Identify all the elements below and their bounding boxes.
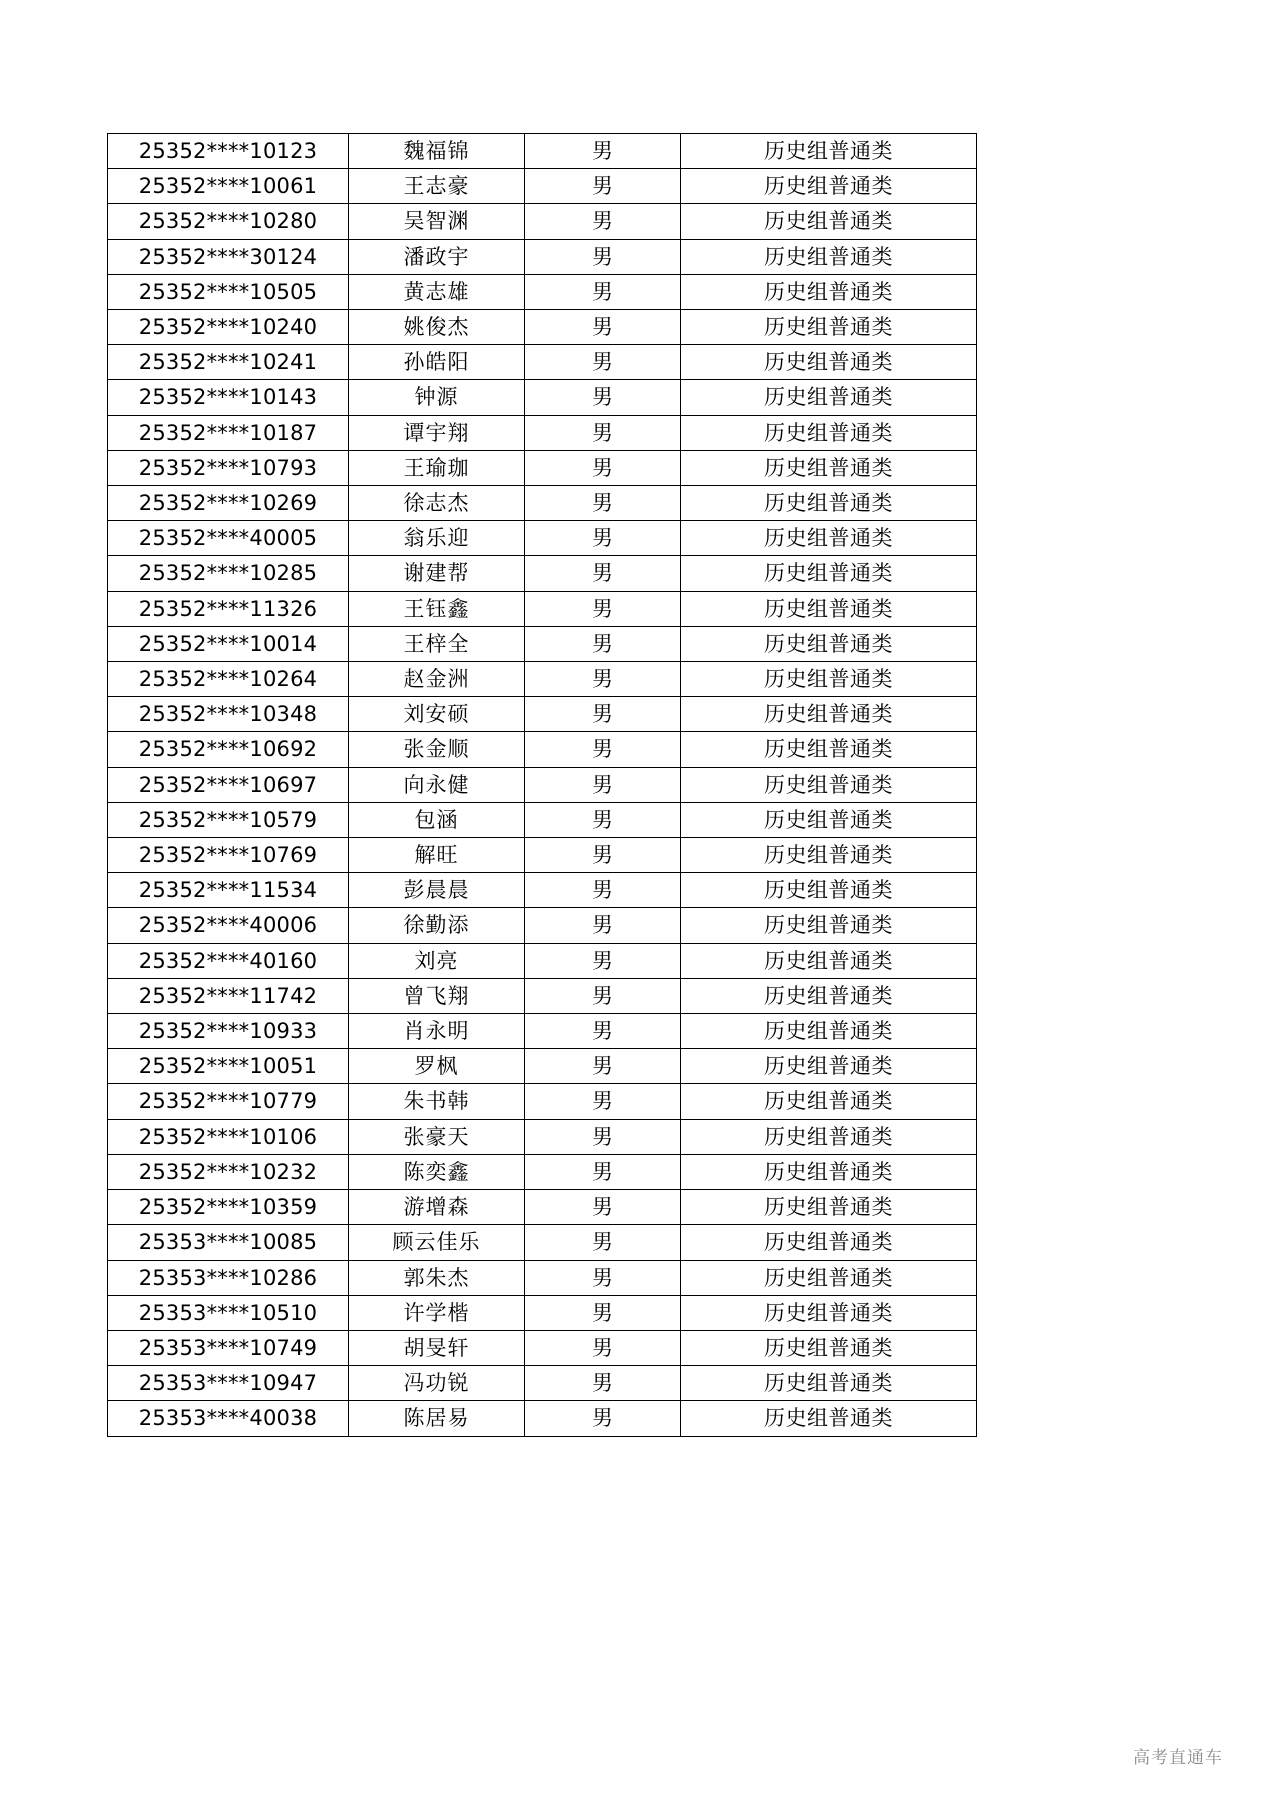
table-row bbox=[108, 838, 977, 873]
candidate-id-cell: 25352****10769 bbox=[108, 838, 349, 873]
candidate-gender-cell: 男 bbox=[525, 626, 681, 661]
candidate-id-cell: 25352****10505 bbox=[108, 274, 349, 309]
table-row bbox=[108, 591, 977, 626]
table-row bbox=[108, 662, 977, 697]
candidate-name-cell: 罗枫 bbox=[349, 1049, 525, 1084]
candidate-category-cell: 历史组普通类 bbox=[681, 380, 977, 415]
candidate-category-cell: 历史组普通类 bbox=[681, 345, 977, 380]
candidate-name-cell: 张豪天 bbox=[349, 1119, 525, 1154]
candidate-category-cell: 历史组普通类 bbox=[681, 134, 977, 169]
candidate-name-cell: 魏福锦 bbox=[349, 134, 525, 169]
table-row bbox=[108, 626, 977, 661]
candidate-id-cell: 25352****10779 bbox=[108, 1084, 349, 1119]
candidate-name-cell: 黄志雄 bbox=[349, 274, 525, 309]
candidate-gender-cell: 男 bbox=[525, 591, 681, 626]
candidate-name-cell: 肖永明 bbox=[349, 1014, 525, 1049]
table-row bbox=[108, 908, 977, 943]
candidate-id-cell: 25352****10348 bbox=[108, 697, 349, 732]
candidate-category-cell: 历史组普通类 bbox=[681, 1366, 977, 1401]
candidate-name-cell: 王瑜珈 bbox=[349, 450, 525, 485]
candidate-name-cell: 翁乐迎 bbox=[349, 521, 525, 556]
candidate-name-cell: 刘安硕 bbox=[349, 697, 525, 732]
candidate-id-cell: 25352****40006 bbox=[108, 908, 349, 943]
table-row bbox=[108, 134, 977, 169]
table-row bbox=[108, 1154, 977, 1189]
candidate-name-cell: 向永健 bbox=[349, 767, 525, 802]
candidate-category-cell: 历史组普通类 bbox=[681, 908, 977, 943]
table-row bbox=[108, 486, 977, 521]
watermark-label: 高考直通车 bbox=[1133, 1748, 1223, 1768]
table-row bbox=[108, 732, 977, 767]
table-row bbox=[108, 204, 977, 239]
candidate-gender-cell: 男 bbox=[525, 908, 681, 943]
candidate-category-cell: 历史组普通类 bbox=[681, 626, 977, 661]
candidate-category-cell: 历史组普通类 bbox=[681, 1190, 977, 1225]
candidate-gender-cell: 男 bbox=[525, 1190, 681, 1225]
candidate-category-cell: 历史组普通类 bbox=[681, 943, 977, 978]
table-row bbox=[108, 978, 977, 1013]
candidate-id-cell: 25353****40038 bbox=[108, 1401, 349, 1436]
candidate-name-cell: 陈居易 bbox=[349, 1401, 525, 1436]
candidate-category-cell: 历史组普通类 bbox=[681, 1330, 977, 1365]
candidate-name-cell: 姚俊杰 bbox=[349, 310, 525, 345]
candidate-category-cell: 历史组普通类 bbox=[681, 697, 977, 732]
candidate-id-cell: 25352****11534 bbox=[108, 873, 349, 908]
candidate-category-cell: 历史组普通类 bbox=[681, 521, 977, 556]
candidate-name-cell: 解旺 bbox=[349, 838, 525, 873]
table-row bbox=[108, 1330, 977, 1365]
candidate-gender-cell: 男 bbox=[525, 556, 681, 591]
candidate-gender-cell: 男 bbox=[525, 1295, 681, 1330]
candidate-name-cell: 钟源 bbox=[349, 380, 525, 415]
candidate-id-cell: 25353****10749 bbox=[108, 1330, 349, 1365]
candidate-id-cell: 25352****10359 bbox=[108, 1190, 349, 1225]
candidate-id-cell: 25352****10123 bbox=[108, 134, 349, 169]
candidate-category-cell: 历史组普通类 bbox=[681, 239, 977, 274]
candidate-name-cell: 孙皓阳 bbox=[349, 345, 525, 380]
candidate-category-cell: 历史组普通类 bbox=[681, 204, 977, 239]
candidate-category-cell: 历史组普通类 bbox=[681, 1154, 977, 1189]
candidate-id-cell: 25352****10692 bbox=[108, 732, 349, 767]
candidate-name-cell: 游增森 bbox=[349, 1190, 525, 1225]
candidate-name-cell: 胡旻轩 bbox=[349, 1330, 525, 1365]
candidate-category-cell: 历史组普通类 bbox=[681, 310, 977, 345]
candidate-name-cell: 包涵 bbox=[349, 802, 525, 837]
candidate-id-cell: 25352****10264 bbox=[108, 662, 349, 697]
candidate-gender-cell: 男 bbox=[525, 1225, 681, 1260]
candidate-category-cell: 历史组普通类 bbox=[681, 767, 977, 802]
candidate-gender-cell: 男 bbox=[525, 1154, 681, 1189]
candidate-name-cell: 张金顺 bbox=[349, 732, 525, 767]
candidate-name-cell: 郭朱杰 bbox=[349, 1260, 525, 1295]
candidate-gender-cell: 男 bbox=[525, 1366, 681, 1401]
candidate-name-cell: 许学楷 bbox=[349, 1295, 525, 1330]
table-row bbox=[108, 1401, 977, 1436]
candidate-name-cell: 赵金洲 bbox=[349, 662, 525, 697]
candidate-id-cell: 25352****10061 bbox=[108, 169, 349, 204]
candidate-category-cell: 历史组普通类 bbox=[681, 1119, 977, 1154]
candidate-category-cell: 历史组普通类 bbox=[681, 486, 977, 521]
candidate-category-cell: 历史组普通类 bbox=[681, 1225, 977, 1260]
candidate-id-cell: 25352****40160 bbox=[108, 943, 349, 978]
candidate-gender-cell: 男 bbox=[525, 345, 681, 380]
candidate-id-cell: 25352****10232 bbox=[108, 1154, 349, 1189]
candidate-gender-cell: 男 bbox=[525, 310, 681, 345]
candidate-category-cell: 历史组普通类 bbox=[681, 591, 977, 626]
candidate-name-cell: 谢建帮 bbox=[349, 556, 525, 591]
candidate-gender-cell: 男 bbox=[525, 1119, 681, 1154]
candidate-id-cell: 25352****10106 bbox=[108, 1119, 349, 1154]
table-row bbox=[108, 697, 977, 732]
candidate-id-cell: 25352****40005 bbox=[108, 521, 349, 556]
candidate-id-cell: 25352****10051 bbox=[108, 1049, 349, 1084]
table-row bbox=[108, 1295, 977, 1330]
candidate-category-cell: 历史组普通类 bbox=[681, 873, 977, 908]
candidate-id-cell: 25352****10143 bbox=[108, 380, 349, 415]
candidate-category-cell: 历史组普通类 bbox=[681, 415, 977, 450]
candidate-id-cell: 25352****11326 bbox=[108, 591, 349, 626]
candidate-gender-cell: 男 bbox=[525, 450, 681, 485]
candidate-gender-cell: 男 bbox=[525, 169, 681, 204]
table-row bbox=[108, 943, 977, 978]
candidate-gender-cell: 男 bbox=[525, 978, 681, 1013]
candidate-id-cell: 25352****10793 bbox=[108, 450, 349, 485]
candidate-name-cell: 顾云佳乐 bbox=[349, 1225, 525, 1260]
candidate-category-cell: 历史组普通类 bbox=[681, 732, 977, 767]
candidate-roster-table bbox=[107, 133, 977, 1437]
candidate-id-cell: 25352****30124 bbox=[108, 239, 349, 274]
table-row bbox=[108, 1190, 977, 1225]
candidate-id-cell: 25352****11742 bbox=[108, 978, 349, 1013]
candidate-id-cell: 25353****10085 bbox=[108, 1225, 349, 1260]
candidate-id-cell: 25352****10241 bbox=[108, 345, 349, 380]
candidate-name-cell: 陈奕鑫 bbox=[349, 1154, 525, 1189]
table-row bbox=[108, 556, 977, 591]
candidate-category-cell: 历史组普通类 bbox=[681, 662, 977, 697]
candidate-id-cell: 25352****10697 bbox=[108, 767, 349, 802]
candidate-gender-cell: 男 bbox=[525, 943, 681, 978]
candidate-id-cell: 25352****10933 bbox=[108, 1014, 349, 1049]
candidate-id-cell: 25352****10187 bbox=[108, 415, 349, 450]
table-row bbox=[108, 1225, 977, 1260]
candidate-gender-cell: 男 bbox=[525, 1401, 681, 1436]
candidate-gender-cell: 男 bbox=[525, 134, 681, 169]
candidate-gender-cell: 男 bbox=[525, 732, 681, 767]
candidate-gender-cell: 男 bbox=[525, 415, 681, 450]
candidate-name-cell: 王梓全 bbox=[349, 626, 525, 661]
candidate-gender-cell: 男 bbox=[525, 1260, 681, 1295]
candidate-category-cell: 历史组普通类 bbox=[681, 802, 977, 837]
table-row bbox=[108, 802, 977, 837]
candidate-category-cell: 历史组普通类 bbox=[681, 450, 977, 485]
table-row bbox=[108, 274, 977, 309]
candidate-gender-cell: 男 bbox=[525, 486, 681, 521]
table-row bbox=[108, 380, 977, 415]
candidate-category-cell: 历史组普通类 bbox=[681, 1401, 977, 1436]
candidate-gender-cell: 男 bbox=[525, 521, 681, 556]
table-row bbox=[108, 1084, 977, 1119]
candidate-id-cell: 25352****10014 bbox=[108, 626, 349, 661]
candidate-category-cell: 历史组普通类 bbox=[681, 838, 977, 873]
table-row bbox=[108, 1049, 977, 1084]
candidate-id-cell: 25353****10510 bbox=[108, 1295, 349, 1330]
table-row bbox=[108, 1119, 977, 1154]
candidate-gender-cell: 男 bbox=[525, 380, 681, 415]
candidate-gender-cell: 男 bbox=[525, 1084, 681, 1119]
table-row bbox=[108, 450, 977, 485]
candidate-id-cell: 25352****10269 bbox=[108, 486, 349, 521]
candidate-category-cell: 历史组普通类 bbox=[681, 1295, 977, 1330]
candidate-gender-cell: 男 bbox=[525, 662, 681, 697]
candidate-roster-body bbox=[108, 134, 977, 1437]
candidate-id-cell: 25353****10947 bbox=[108, 1366, 349, 1401]
candidate-gender-cell: 男 bbox=[525, 873, 681, 908]
candidate-category-cell: 历史组普通类 bbox=[681, 1260, 977, 1295]
candidate-gender-cell: 男 bbox=[525, 239, 681, 274]
table-row bbox=[108, 873, 977, 908]
candidate-category-cell: 历史组普通类 bbox=[681, 169, 977, 204]
candidate-category-cell: 历史组普通类 bbox=[681, 1049, 977, 1084]
candidate-gender-cell: 男 bbox=[525, 1330, 681, 1365]
table-row bbox=[108, 1366, 977, 1401]
table-row bbox=[108, 415, 977, 450]
table-row bbox=[108, 1260, 977, 1295]
candidate-gender-cell: 男 bbox=[525, 697, 681, 732]
candidate-gender-cell: 男 bbox=[525, 767, 681, 802]
candidate-roster-table-wrapper bbox=[107, 133, 974, 1437]
candidate-name-cell: 曾飞翔 bbox=[349, 978, 525, 1013]
candidate-name-cell: 冯功锐 bbox=[349, 1366, 525, 1401]
candidate-name-cell: 吴智渊 bbox=[349, 204, 525, 239]
table-row bbox=[108, 310, 977, 345]
candidate-name-cell: 王志豪 bbox=[349, 169, 525, 204]
table-row bbox=[108, 169, 977, 204]
candidate-name-cell: 朱书韩 bbox=[349, 1084, 525, 1119]
candidate-name-cell: 王钰鑫 bbox=[349, 591, 525, 626]
candidate-name-cell: 谭宇翔 bbox=[349, 415, 525, 450]
table-row bbox=[108, 521, 977, 556]
candidate-category-cell: 历史组普通类 bbox=[681, 978, 977, 1013]
candidate-gender-cell: 男 bbox=[525, 1014, 681, 1049]
candidate-name-cell: 彭晨晨 bbox=[349, 873, 525, 908]
candidate-name-cell: 徐志杰 bbox=[349, 486, 525, 521]
candidate-gender-cell: 男 bbox=[525, 1049, 681, 1084]
candidate-gender-cell: 男 bbox=[525, 838, 681, 873]
candidate-category-cell: 历史组普通类 bbox=[681, 274, 977, 309]
candidate-id-cell: 25352****10280 bbox=[108, 204, 349, 239]
candidate-name-cell: 刘亮 bbox=[349, 943, 525, 978]
candidate-id-cell: 25352****10240 bbox=[108, 310, 349, 345]
candidate-id-cell: 25352****10579 bbox=[108, 802, 349, 837]
candidate-id-cell: 25353****10286 bbox=[108, 1260, 349, 1295]
candidate-gender-cell: 男 bbox=[525, 274, 681, 309]
table-row bbox=[108, 767, 977, 802]
table-row bbox=[108, 1014, 977, 1049]
candidate-id-cell: 25352****10285 bbox=[108, 556, 349, 591]
candidate-category-cell: 历史组普通类 bbox=[681, 556, 977, 591]
candidate-gender-cell: 男 bbox=[525, 204, 681, 239]
candidate-name-cell: 徐勤添 bbox=[349, 908, 525, 943]
candidate-name-cell: 潘政宇 bbox=[349, 239, 525, 274]
table-row bbox=[108, 239, 977, 274]
candidate-gender-cell: 男 bbox=[525, 802, 681, 837]
table-row bbox=[108, 345, 977, 380]
candidate-category-cell: 历史组普通类 bbox=[681, 1084, 977, 1119]
candidate-category-cell: 历史组普通类 bbox=[681, 1014, 977, 1049]
